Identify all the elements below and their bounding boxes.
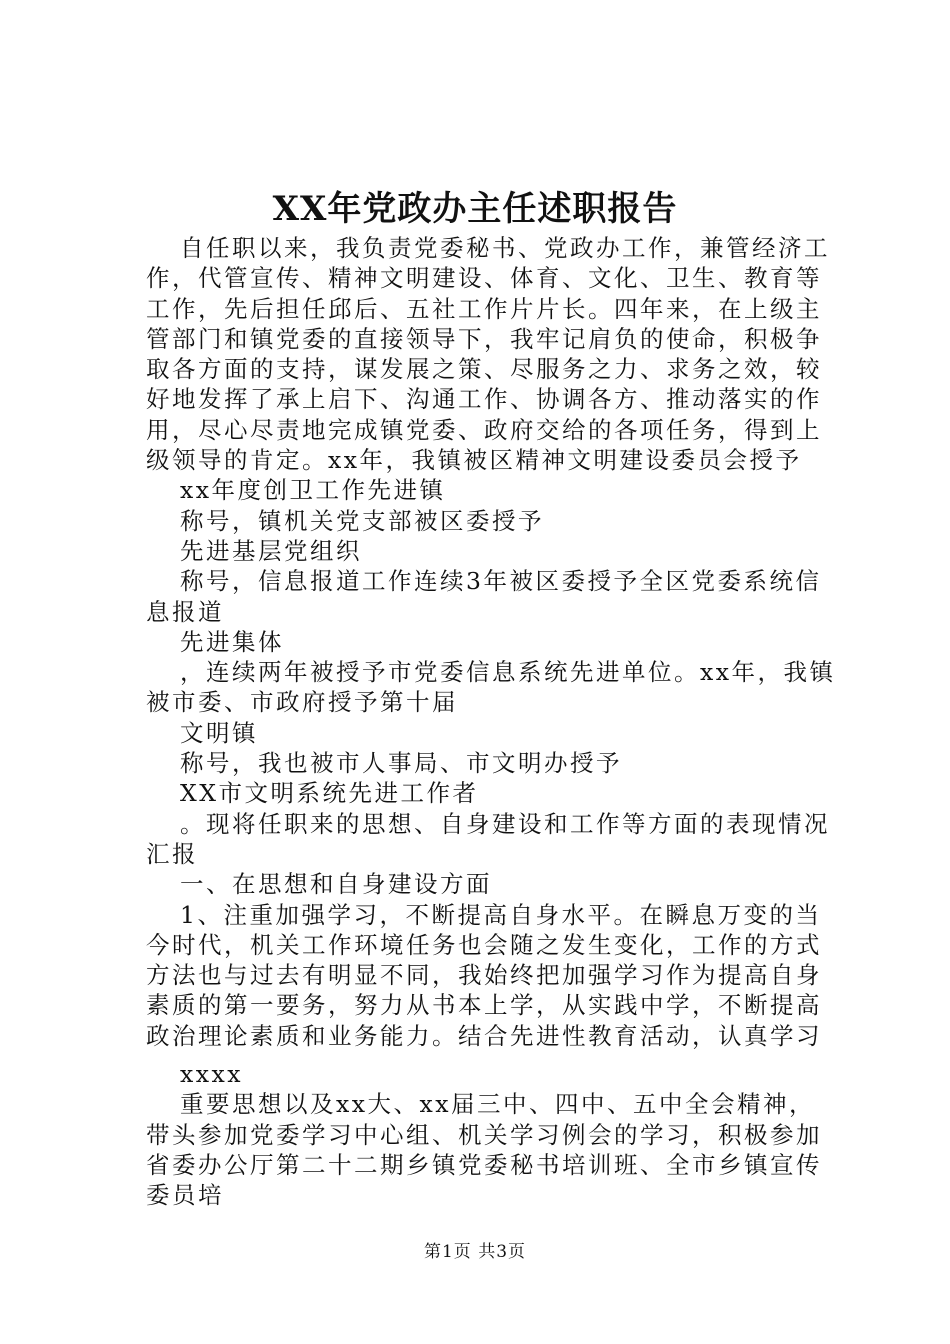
paragraph: ，连续两年被授予市党委信息系统先进单位。xx年，我镇被市委、市政府授予第十届 bbox=[146, 658, 836, 717]
paragraph: 自任职以来，我负责党委秘书、党政办工作，兼管经济工作，代管宣传、精神文明建设、体育、文化、卫生、教育等工作，先后担任邱后、五社工作片片长。四年来，在上级主管部门和镇党委的直接领导下，我牢记肩负的使命，积极争取各方面的支持，谋发展之策、尽服务之力、求务之效，较好地发挥了承上启下、沟通工作、协调各方、推动落实的作用，尽心尽责地完成镇党委、政府交给的各项任务，得到上级领导的肯定。xx年，我镇被区精神文明建设委员会授予 bbox=[146, 234, 830, 475]
paragraph: 重要思想以及xx大、xx届三中、四中、五中全会精神，带头参加党委学习中心组、机关学习例会的学习，积极参加省委办公厅第二十二期乡镇党委秘书培训班、全市乡镇宣传委员培 bbox=[146, 1090, 822, 1210]
paragraph: 先进基层党组织 bbox=[180, 536, 362, 565]
paragraph: 1、注重加强学习，不断提高自身水平。在瞬息万变的当今时代，机关工作环境任务也会随之发生变化，工作的方式方法也与过去有明显不同，我始终把加强学习作为提高自身素质的第一要务，努力从书本上学，从实践中学，不断提高政治理论素质和业务能力。结合先进性教育活动，认真学习 bbox=[146, 900, 822, 1050]
paragraph: 称号，信息报道工作连续3年被区委授予全区党委系统信息报道 bbox=[146, 567, 822, 626]
section-heading: 一、在思想和自身建设方面 bbox=[180, 870, 492, 899]
paragraph: 文明镇 bbox=[180, 718, 258, 747]
paragraph: 称号，我也被市人事局、市文明办授予 bbox=[180, 749, 622, 778]
paragraph-spacer bbox=[146, 1051, 836, 1059]
paragraph: XX市文明系统先进工作者 bbox=[180, 779, 479, 808]
document-body bbox=[146, 233, 836, 1211]
paragraph: 。现将任职来的思想、自身建设和工作等方面的表现情况汇报 bbox=[146, 809, 830, 868]
paragraph: xxxx bbox=[180, 1060, 244, 1089]
paragraph: 称号，镇机关党支部被区委授予 bbox=[180, 506, 544, 535]
paragraph: 先进集体 bbox=[180, 627, 284, 656]
document-title: XX年党政办主任述职报告 bbox=[272, 189, 678, 229]
paragraph: xx年度创卫工作先进镇 bbox=[180, 476, 446, 505]
page-footer: 第1页 共3页 bbox=[423, 1242, 527, 1262]
